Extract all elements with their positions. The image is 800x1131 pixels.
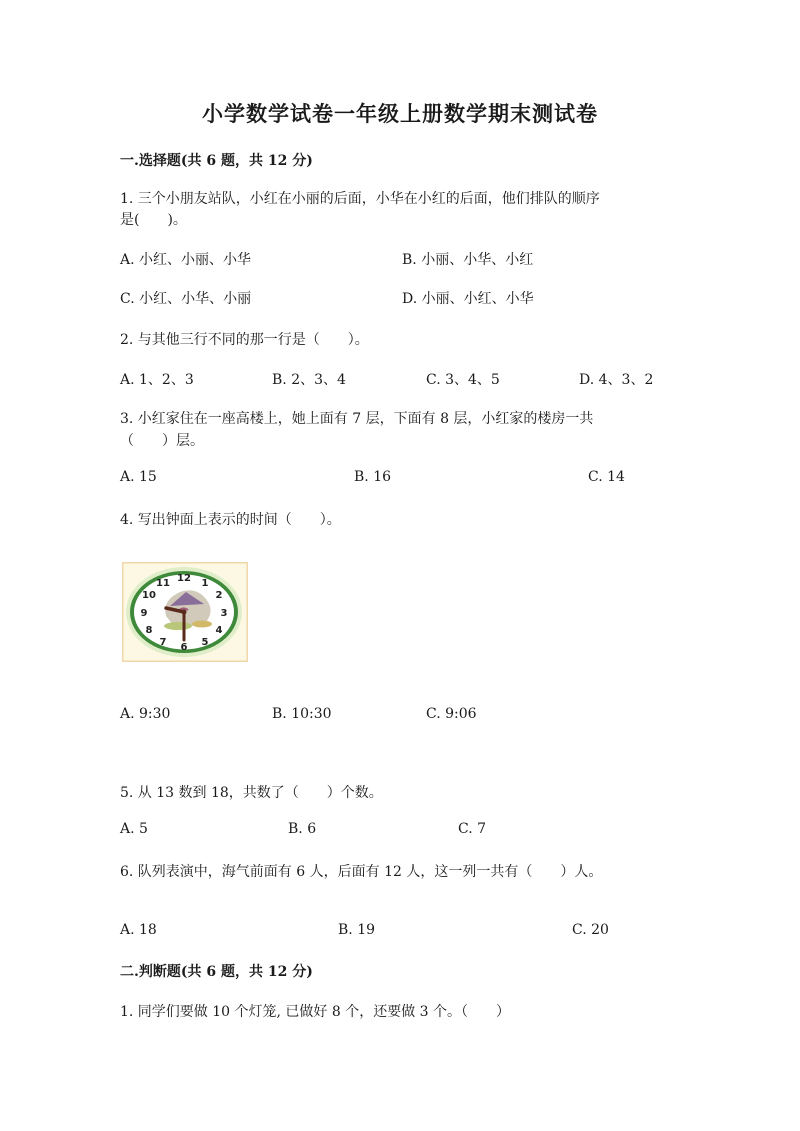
judgement-question-1-text: 1. 同学们要做 10 个灯笼, 已做好 8 个，还要做 3 个。（ ） (120, 1004, 511, 1020)
clock-number-4: 4 (215, 625, 223, 636)
q1-option-a[interactable]: A. 小红、小丽、小华 (120, 252, 252, 268)
clock-number-9: 9 (140, 608, 148, 619)
q4-option-a[interactable]: A. 9:30 (120, 706, 171, 722)
page-title: 小学数学试卷一年级上册数学期末测试卷 (202, 101, 598, 126)
q2-option-b[interactable]: B. 2、3、4 (272, 372, 346, 388)
clock-number-11: 11 (156, 578, 170, 589)
q5-option-c[interactable]: C. 7 (458, 821, 487, 837)
clock-icon (122, 562, 248, 662)
section-heading-choice: 一.选择题(共 6 题，共 12 分) (120, 153, 313, 169)
q6-option-b[interactable]: B. 19 (338, 922, 376, 938)
q3-option-c[interactable]: C. 14 (588, 469, 625, 485)
question-4-text: 4. 写出钟面上表示的时间（ ）。 (120, 512, 341, 528)
clock-number-10: 10 (142, 590, 156, 601)
q4-option-c[interactable]: C. 9:06 (426, 706, 477, 722)
clock-number-12: 12 (177, 573, 191, 584)
q2-option-a[interactable]: A. 1、2、3 (120, 372, 194, 388)
section-heading-judgement: 二.判断题(共 6 题，共 12 分) (120, 964, 313, 980)
question-5-text: 5. 从 13 数到 18，共数了（ ）个数。 (120, 785, 383, 801)
clock-number-1: 1 (201, 578, 209, 589)
question-3-text: 3. 小红家住在一座高楼上，她上面有 7 层，下面有 8 层，小红家的楼房一共 (120, 411, 594, 427)
question-1-text: 1. 三个小朋友站队，小红在小丽的后面，小华在小红的后面，他们排队的顺序 (120, 191, 600, 207)
q1-option-c[interactable]: C. 小红、小华、小丽 (120, 291, 252, 307)
q4-option-b[interactable]: B. 10:30 (272, 706, 332, 722)
q3-option-a[interactable]: A. 15 (120, 469, 157, 485)
q2-option-c[interactable]: C. 3、4、5 (426, 372, 500, 388)
q6-option-a[interactable]: A. 18 (120, 922, 157, 938)
question-6-text: 6. 队列表演中，海气前面有 6 人，后面有 12 人，这一列一共有（ ）人。 (120, 864, 603, 880)
clock-number-2: 2 (215, 590, 223, 601)
q5-option-b[interactable]: B. 6 (288, 821, 317, 837)
question-1-text-cont: 是( )。 (120, 212, 187, 228)
clock-number-6: 6 (180, 642, 188, 653)
clock-number-8: 8 (145, 625, 153, 636)
clock-number-5: 5 (201, 637, 209, 648)
clock-number-7: 7 (159, 637, 167, 648)
q5-option-a[interactable]: A. 5 (120, 821, 148, 837)
question-2-text: 2. 与其他三行不同的那一行是（ ）。 (120, 332, 369, 348)
clock-image (122, 562, 248, 662)
clock-number-3: 3 (220, 608, 228, 619)
q1-option-b[interactable]: B. 小丽、小华、小红 (402, 252, 534, 268)
q3-option-b[interactable]: B. 16 (354, 469, 392, 485)
q2-option-d[interactable]: D. 4、3、2 (579, 372, 654, 388)
q6-option-c[interactable]: C. 20 (572, 922, 609, 938)
q1-option-d[interactable]: D. 小丽、小红、小华 (402, 291, 534, 307)
question-3-text-cont: （ ）层。 (120, 433, 204, 449)
